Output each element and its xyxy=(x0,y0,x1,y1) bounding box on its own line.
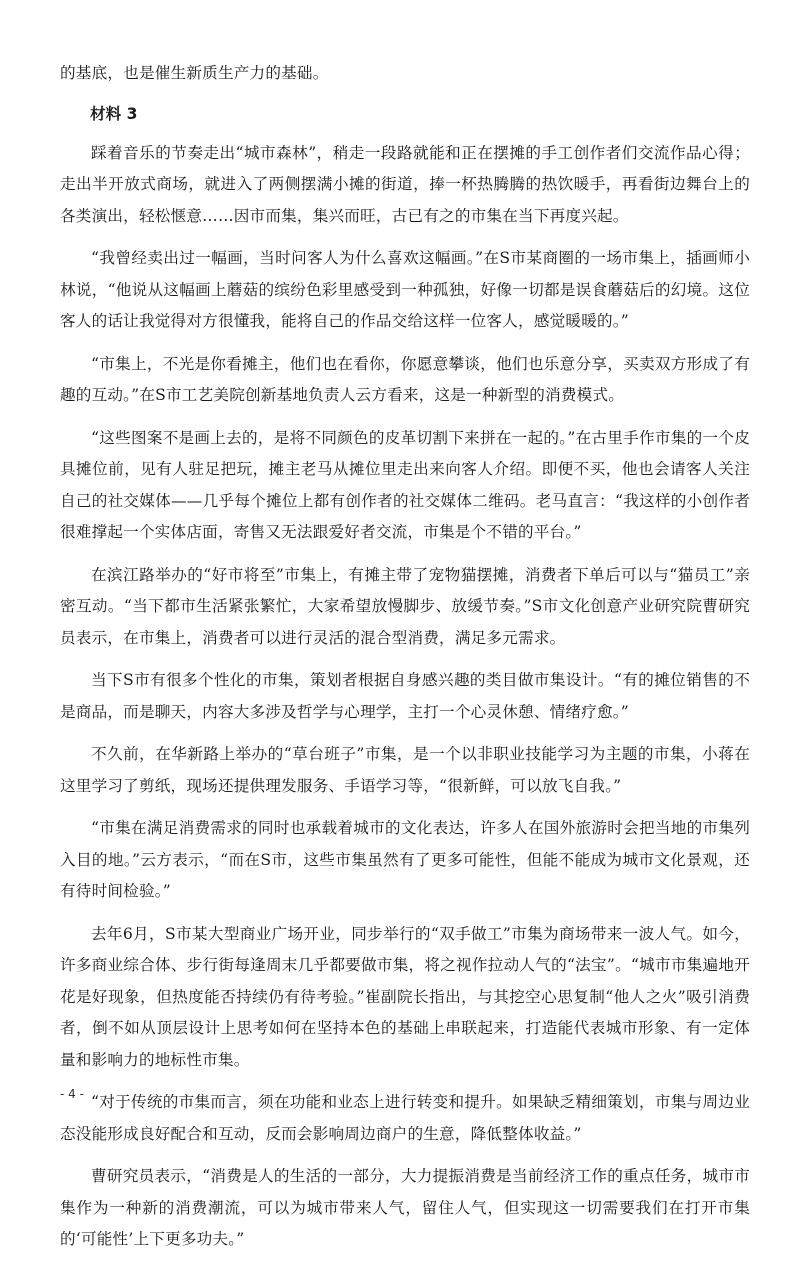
paragraph-3: “市集上，不光是你看摊主，他们也在看你，你愿意攀谈，他们也乐意分享，买卖双方形成了有趣的互动。”在S市工艺美院创新基地负责人云方看来，这是一种新型的消费模式。 xyxy=(60,354,750,404)
paragraph-7: 不久前，在华新路上举办的“草台班子”市集，是一个以非职业技能学习为主题的市集，小蒋在这里学习了剪纸，现场还提供理发服务、手语学习等，“很新鲜，可以放飞自我。” xyxy=(60,745,750,795)
paragraph-10: “对于传统的市集而言，须在功能和业态上进行转变和提升。如果缺乏精细策划，市集与周边业态没能形成良好配合和互动，反而会影响周边商户的生意，降低整体收益。” xyxy=(60,1093,750,1143)
paragraph-11: 曹研究员表示，“消费是人的生活的一部分，大力提振消费是当前经济工作的重点任务，城市市集作为一种新的消费潮流，可以为城市带来人气，留住人气，但实现这一切需要我们在打开市集的‘可能性’上下更多功夫。” xyxy=(60,1167,750,1248)
paragraph-1: 踩着音乐的节奏走出“城市森林”，稍走一段路就能和正在摆摊的手工创作者们交流作品心得；走出半开放式商场，就进入了两侧摆满小摊的街道，捧一杯热腾腾的热饮暖手，再看街边舞台上的各类演出，轻松惬意……因市而集，集兴而旺，古已有之的市集在当下再度兴起。 xyxy=(60,143,750,225)
continuation-text: 的基底，也是催生新质生产力的基础。 xyxy=(60,64,329,82)
paragraph-2: “我曾经卖出过一幅画，当时问客人为什么喜欢这幅画。”在S市某商圈的一场市集上，插画师小林说，“他说从这幅画上蘑菇的缤纷色彩里感受到一种孤独，好像一切都是误食蘑菇后的幻境。这位客人的话让我觉得对方很懂我，能将自己的作品交给这样一位客人，感觉暖暖的。” xyxy=(60,249,750,330)
page-number: - 4 - xyxy=(60,1087,84,1101)
document-page xyxy=(60,58,750,1267)
paragraph-8: “市集在满足消费需求的同时也承载着城市的文化表达，许多人在国外旅游时会把当地的市集列入目的地。”云方表示，“而在S市，这些市集虽然有了更多可能性，但能不能成为城市文化景观，还有待时间检验。” xyxy=(60,819,750,900)
paragraph-4: “这些图案不是画上去的，是将不同颜色的皮革切割下来拼在一起的。”在古里手作市集的一个皮具摊位前，见有人驻足把玩，摊主老马从摊位里走出来向客人介绍。即便不买，他也会请客人关注自己的社交媒体——几乎每个摊位上都有创作者的社交媒体二维码。老马直言：“我这样的小创作者很难撑起一个实体店面，寄售又无法跟爱好者交流，市集是个不错的平台。” xyxy=(60,428,750,541)
paragraph-6: 当下S市有很多个性化的市集，策划者根据自身感兴趣的类目做市集设计。“有的摊位销售的不是商品，而是聊天，内容大多涉及哲学与心理学，主打一个心灵休憩、情绪疗愈。” xyxy=(60,671,750,721)
section-heading: 材料 3 xyxy=(90,104,138,123)
paragraph-5: 在滨江路举办的“好市将至”市集上，有摊主带了宠物猫摆摊，消费者下单后可以与“猫员工”亲密互动。“当下都市生活紧张繁忙，大家希望放慢脚步、放缓节奏。”S市文化创意产业研究院曹研究员表示，在市集上，消费者可以进行灵活的混合型消费，满足多元需求。 xyxy=(60,565,750,647)
paragraph-9: 去年6月，S市某大型商业广场开业，同步举行的“双手做工”市集为商场带来一波人气。如今，许多商业综合体、步行街每逢周末几乎都要做市集，将之视作拉动人气的“法宝”。“城市市集遍地开花是好现象，但热度能否持续仍有待考验。”崔副院长指出，与其挖空心思复制“他人之火”吸引消费者，倒不如从顶层设计上思考如何在坚持本色的基础上串联起来，打造能代表城市形象、有一定体量和影响力的地标性市集。 xyxy=(60,924,750,1069)
